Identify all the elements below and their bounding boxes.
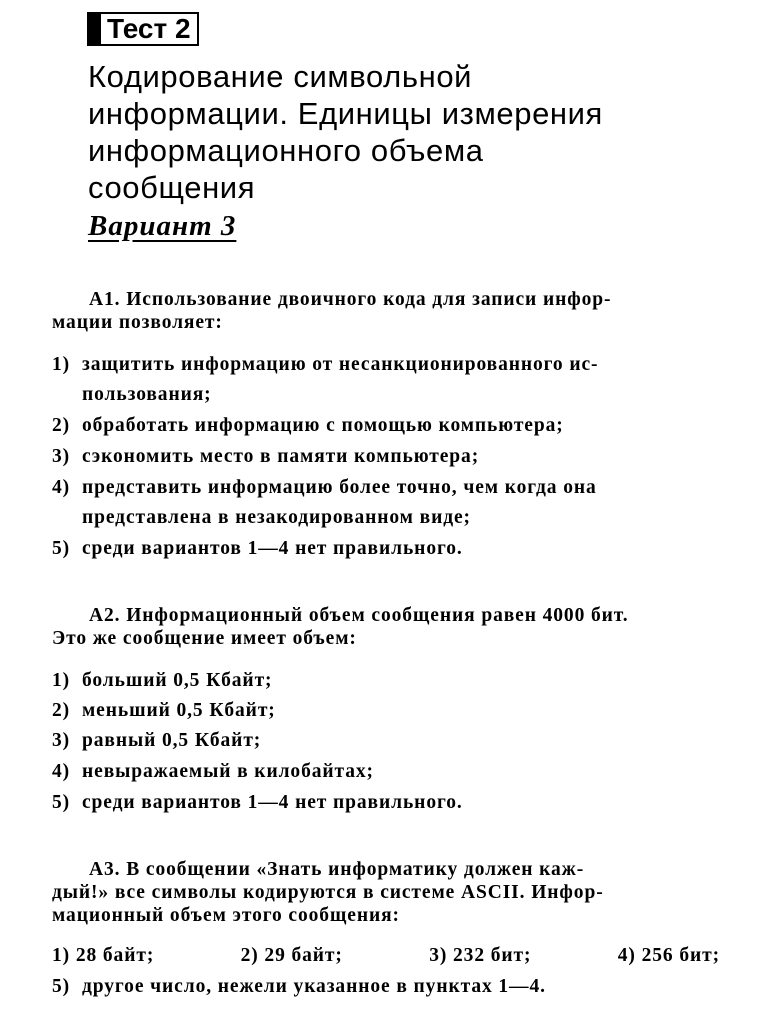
variant-heading: Вариант 3 [88, 210, 237, 242]
question-line: Это же сообщение имеет объем: [52, 628, 357, 649]
option-a2-5[interactable] [52, 788, 720, 818]
option-text: представить информацию более точно, чем когда она [82, 477, 597, 498]
option-number: 5) [52, 976, 71, 997]
option-number: 5) [52, 538, 71, 559]
option-text: сэкономить место в памяти компьютера; [82, 446, 480, 467]
question-id: A1. [89, 289, 121, 310]
option-a1-5[interactable] [52, 534, 720, 564]
option-text: защитить информацию от несанкционированного ис- [82, 354, 599, 375]
option-a3-1[interactable] [52, 941, 154, 971]
option-a2-1[interactable] [52, 666, 720, 696]
question-line: мационный объем этого сообщения: [52, 905, 400, 926]
option-a1-1[interactable] [52, 350, 720, 410]
option-number: 1) [52, 945, 71, 966]
option-a3-2[interactable] [241, 941, 343, 971]
option-text: 256 бит; [641, 945, 720, 966]
option-number: 2) [52, 415, 71, 436]
option-text: равный 0,5 Кбайт; [82, 730, 262, 751]
option-number: 2) [240, 945, 259, 966]
option-number: 3) [52, 446, 71, 467]
option-number: 3) [429, 945, 448, 966]
test-badge [87, 12, 199, 46]
title-line: сообщения [88, 170, 256, 205]
question-id: A3. [89, 859, 121, 880]
option-a3-4[interactable] [618, 941, 720, 971]
title-line: информации. Единицы измерения [88, 96, 603, 131]
option-text: больший 0,5 Кбайт; [82, 670, 273, 691]
option-text: 232 бит; [453, 945, 532, 966]
badge-bar [89, 14, 101, 44]
option-a3-5[interactable] [52, 972, 720, 1002]
option-a2-4[interactable] [52, 757, 720, 787]
option-text: другое число, нежели указанное в пунктах 1—4. [82, 976, 546, 997]
option-text: 29 байт; [264, 945, 343, 966]
question-line: мации позволяет: [52, 312, 223, 333]
option-text: невыражаемый в килобайтах; [82, 761, 374, 782]
option-a2-2[interactable] [52, 696, 720, 726]
test-label: Тест 2 [107, 13, 191, 44]
question-line [52, 604, 720, 627]
question-text: Информационный объем сообщения равен 4000 бит. [126, 605, 629, 626]
option-text-cont: представлена в незакодированном виде; [82, 507, 471, 528]
option-number: 4) [52, 477, 71, 498]
question-id: A2. [89, 605, 121, 626]
option-number: 4) [617, 945, 636, 966]
option-text: меньший 0,5 Кбайт; [82, 700, 276, 721]
option-text: среди вариантов 1—4 нет правильного. [82, 538, 463, 559]
question-line [52, 288, 720, 311]
question-line: дый!» все символы кодируются в системе ASCII. Инфор- [52, 882, 604, 903]
option-text: среди вариантов 1—4 нет правильного. [82, 792, 463, 813]
question-line [52, 858, 720, 881]
question-a3 [52, 858, 720, 927]
option-a3-3[interactable] [429, 941, 531, 971]
option-text: обработать информацию с помощью компьютера; [82, 415, 564, 436]
option-number: 1) [52, 354, 71, 375]
options-a3-row [52, 941, 720, 971]
option-a1-3[interactable] [52, 442, 720, 472]
option-a1-4[interactable] [52, 473, 720, 533]
option-number: 2) [52, 700, 71, 721]
question-a2 [52, 604, 720, 650]
question-text: В сообщении «Знать информатику должен каж- [126, 859, 585, 880]
title-line: Кодирование символьной [88, 59, 473, 94]
option-a2-3[interactable] [52, 726, 720, 756]
option-text: 28 байт; [75, 945, 155, 966]
option-a1-2[interactable] [52, 411, 720, 441]
question-text: Использование двоичного кода для записи инфор- [126, 289, 612, 310]
option-number: 4) [52, 761, 71, 782]
page-title [88, 58, 728, 206]
title-line: информационного объема [88, 133, 484, 168]
question-a1 [52, 288, 720, 334]
option-number: 5) [52, 792, 71, 813]
option-number: 1) [52, 670, 71, 691]
option-number: 3) [52, 730, 71, 751]
option-text-cont: пользования; [82, 384, 212, 405]
